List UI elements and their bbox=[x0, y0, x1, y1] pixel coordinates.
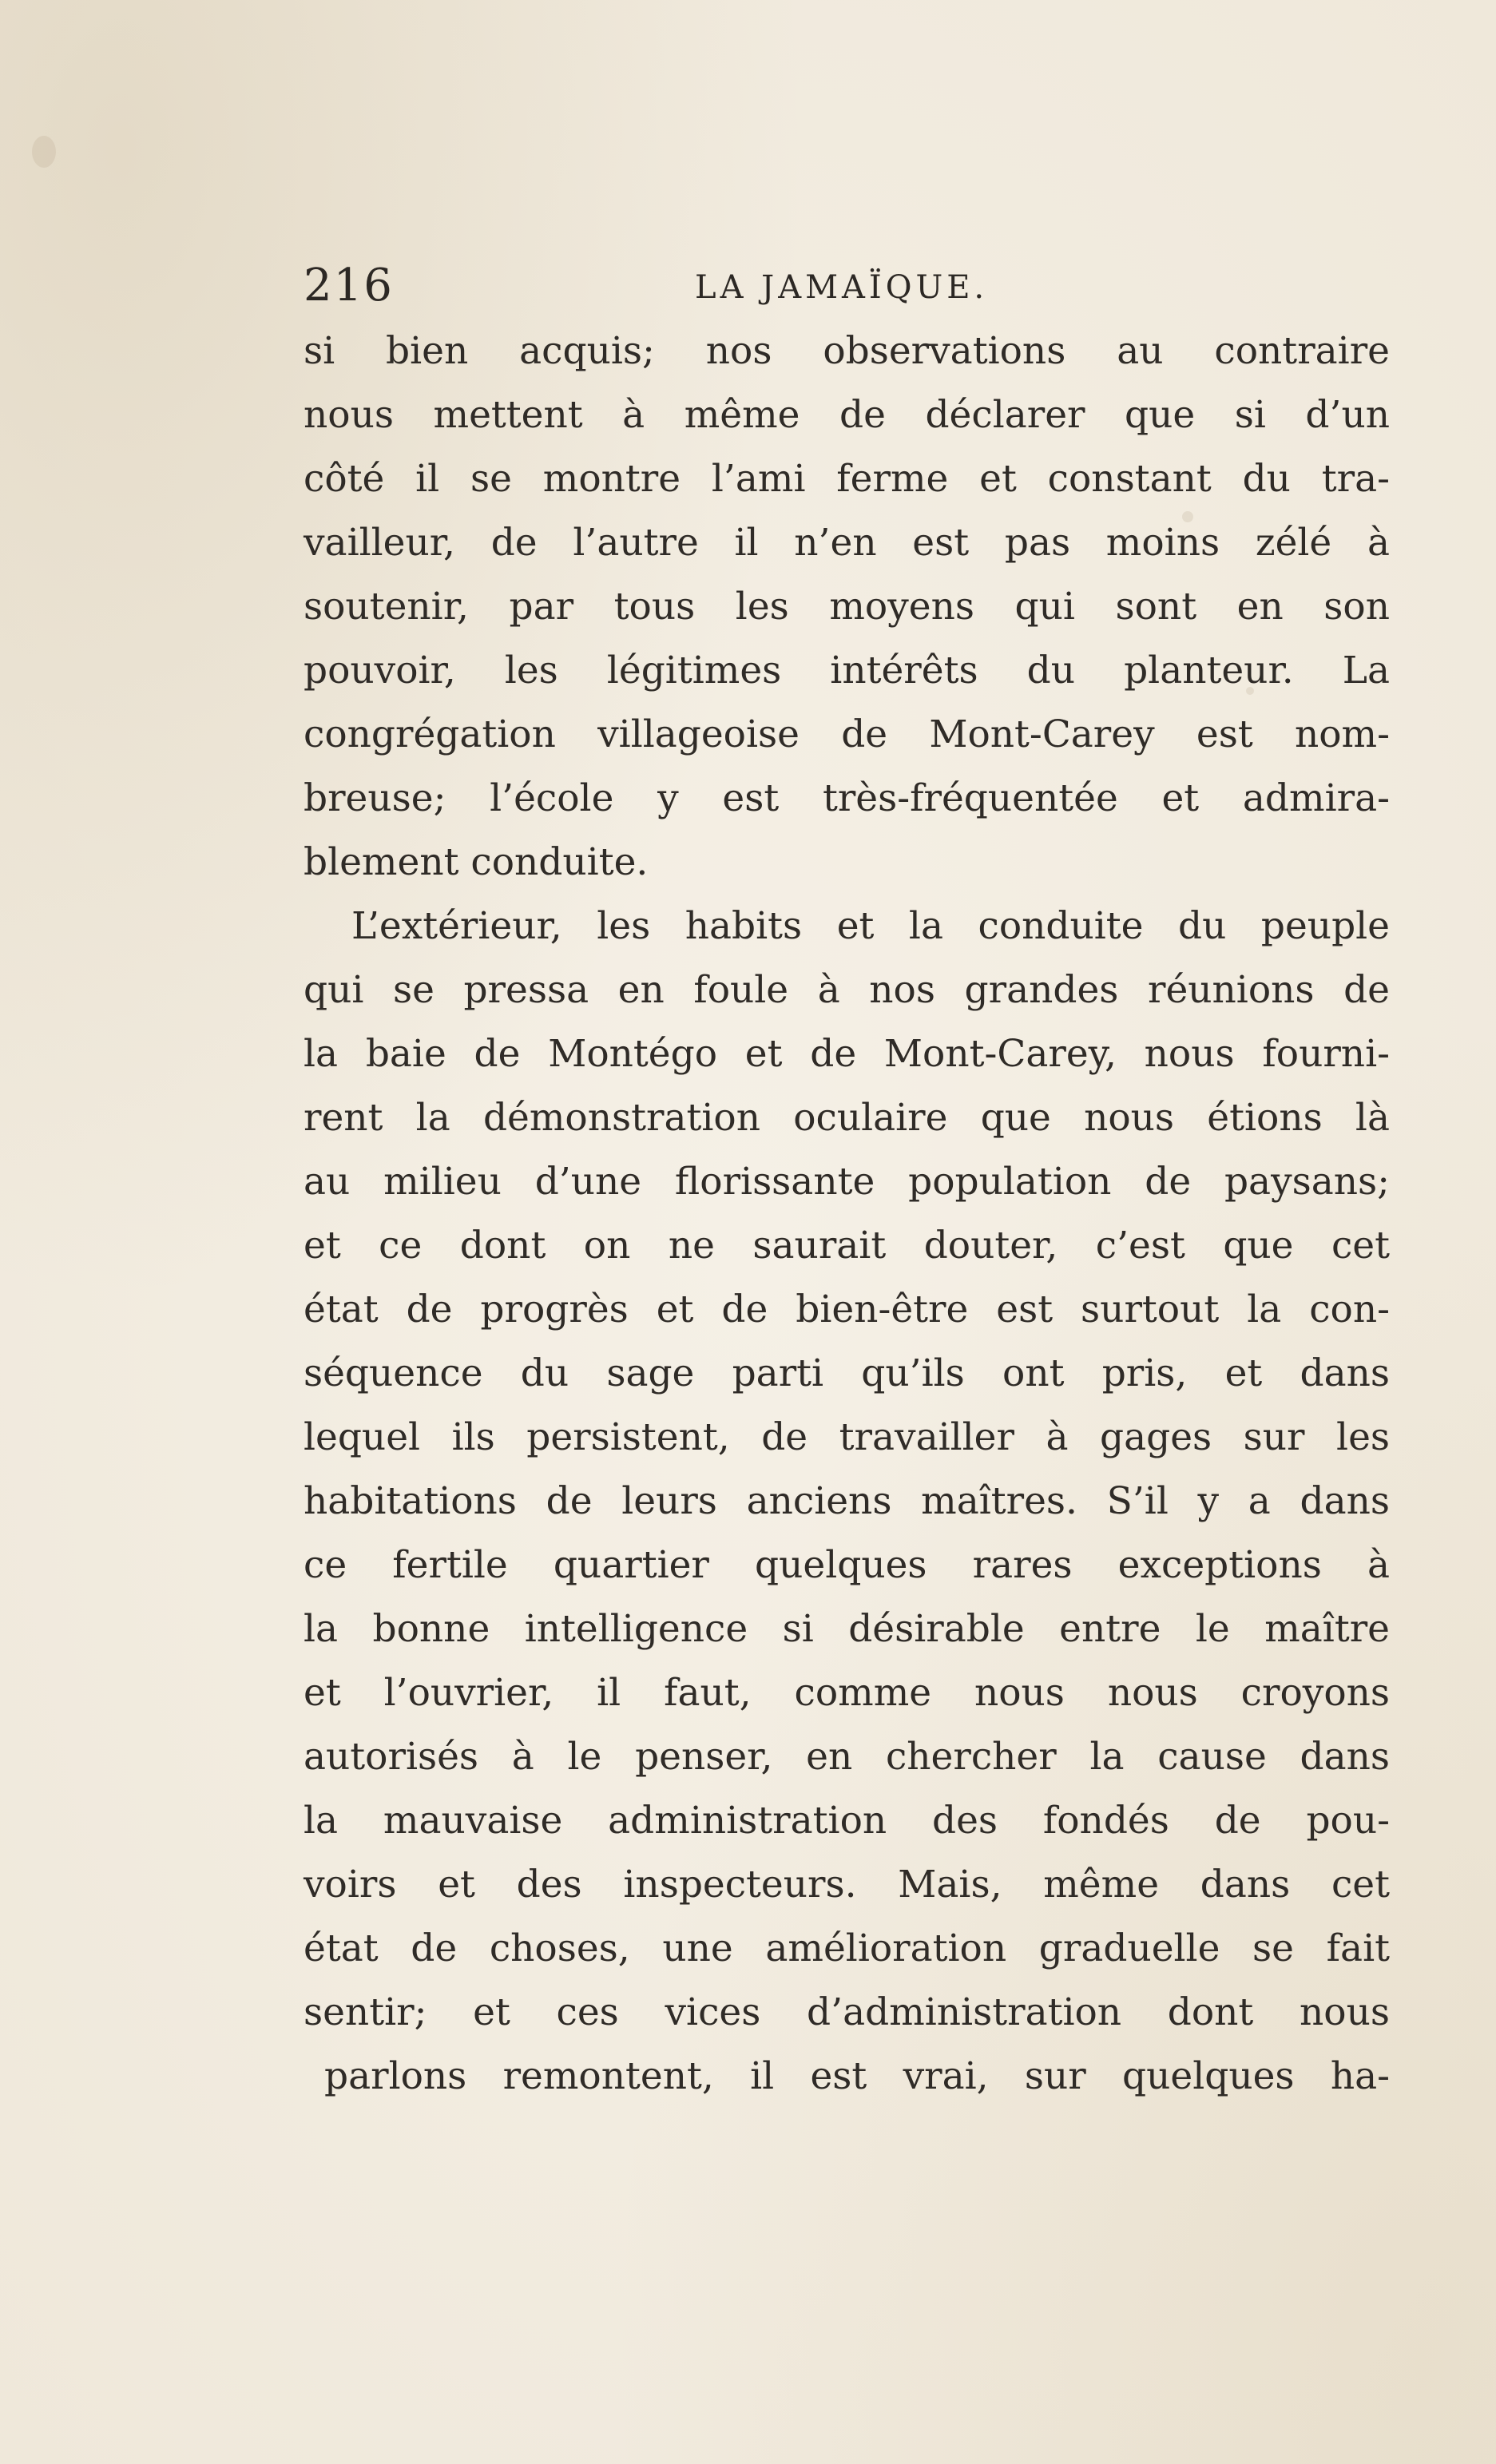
text-line: la mauvaise administration des fondés de pou- bbox=[304, 1799, 1390, 1843]
text-line: et l’ouvrier, il faut, comme nous nous croyons bbox=[304, 1671, 1390, 1715]
text-line: qui se pressa en foule à nos grandes réunions de bbox=[304, 968, 1390, 1012]
text-line: blement conduite. bbox=[304, 840, 649, 884]
text-line: état de progrès et de bien-être est surtout la con- bbox=[304, 1288, 1390, 1331]
text-line: la baie de Montégo et de Mont-Carey, nous fourni- bbox=[304, 1032, 1390, 1076]
text-line: parlons remontent, il est vrai, sur quelques ha- bbox=[324, 2054, 1390, 2098]
text-line: vailleur, de l’autre il n’en est pas moins zélé à bbox=[304, 521, 1390, 565]
text-line: rent la démonstration oculaire que nous étions là bbox=[304, 1096, 1390, 1140]
text-line: breuse; l’école y est très-fréquentée et admira- bbox=[304, 776, 1390, 820]
text-line: sentir; et ces vices d’administration dont nous bbox=[304, 1990, 1390, 2034]
paper-stain bbox=[32, 136, 56, 168]
text-line: soutenir, par tous les moyens qui sont en son bbox=[304, 585, 1390, 629]
text-line: habitations de leurs anciens maîtres. S’il y a dans bbox=[304, 1479, 1390, 1523]
text-line: si bien acquis; nos observations au contraire bbox=[304, 329, 1390, 373]
body-text bbox=[304, 319, 1390, 2109]
text-line: côté il se montre l’ami ferme et constant du tra- bbox=[304, 457, 1390, 501]
text-line: lequel ils persistent, de travailler à gages sur les bbox=[304, 1415, 1390, 1459]
text-line: la bonne intelligence si désirable entre le maître bbox=[304, 1607, 1390, 1651]
text-line: voirs et des inspecteurs. Mais, même dans cet bbox=[304, 1863, 1390, 1907]
text-line: et ce dont on ne saurait douter, c’est que cet bbox=[304, 1224, 1390, 1268]
text-line: état de choses, une amélioration graduelle se fait bbox=[304, 1926, 1390, 1970]
text-line: autorisés à le penser, en chercher la cause dans bbox=[304, 1735, 1390, 1779]
page-number: 216 bbox=[304, 260, 394, 311]
text-line: ce fertile quartier quelques rares exceptions à bbox=[304, 1543, 1390, 1587]
text-line: congrégation villageoise de Mont-Carey est nom- bbox=[304, 712, 1390, 756]
text-line: pouvoir, les légitimes intérêts du planteur. La bbox=[304, 649, 1390, 692]
text-line: L’extérieur, les habits et la conduite du peuple bbox=[351, 904, 1390, 948]
text-line: séquence du sage parti qu’ils ont pris, et dans bbox=[304, 1351, 1390, 1395]
page-header bbox=[304, 254, 1390, 318]
running-head: LA JAMAÏQUE. bbox=[695, 269, 989, 306]
text-line: au milieu d’une florissante population de paysans; bbox=[304, 1160, 1390, 1204]
text-line: nous mettent à même de déclarer que si d’un bbox=[304, 393, 1390, 437]
